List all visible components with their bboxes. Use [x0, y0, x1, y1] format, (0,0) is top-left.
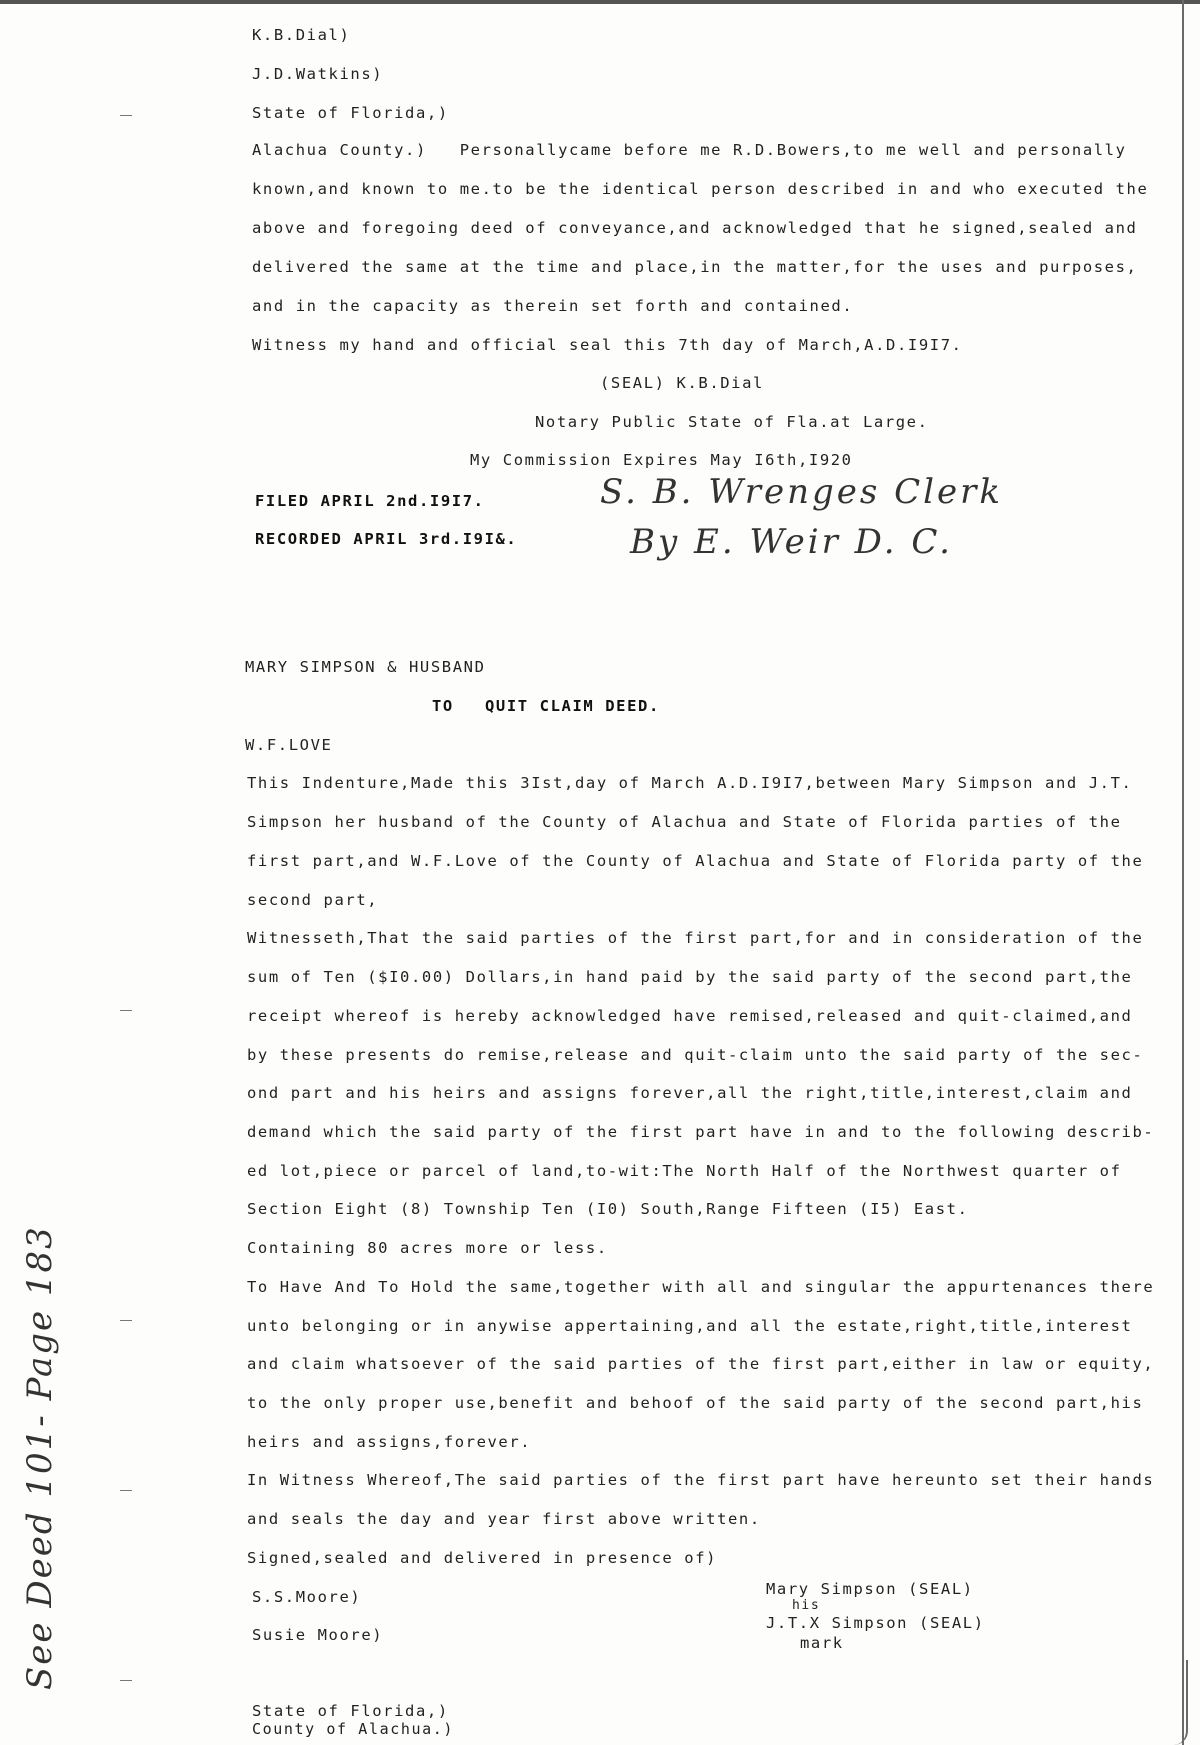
deed-line-20: and seals the day and year first above written.	[247, 1510, 761, 1528]
ack-line-1: Alachua County.) Personallycame before me R.D.Bowers,to me well and personally	[252, 141, 1127, 159]
seal-signature: (SEAL) K.B.Dial	[600, 374, 764, 392]
deed-line-19: In Witness Whereof,The said parties of the first part have hereunto set their hands	[247, 1471, 1155, 1489]
deed-line-14: To Have And To Hold the same,together with all and singular the appurtenances there	[247, 1278, 1155, 1296]
signer-mary-simpson: Mary Simpson (SEAL)	[766, 1580, 974, 1598]
deed-line-10: demand which the said party of the first part have in and to the following describ-	[247, 1123, 1155, 1141]
ack-line-5: and in the capacity as therein set forth and contained.	[252, 297, 854, 315]
margin-tick	[120, 1490, 132, 1491]
notary-title: Notary Public State of Fla.at Large.	[535, 413, 929, 431]
top-edge-rule	[0, 0, 1200, 4]
ack-line-6: Witness my hand and official seal this 7th day of March,A.D.I9I7.	[252, 336, 963, 354]
commission-expiry: My Commission Expires May I6th,I920	[470, 451, 853, 469]
margin-tick	[120, 115, 132, 116]
deed-line-18: heirs and assigns,forever.	[247, 1433, 532, 1451]
ack-line-3: above and foregoing deed of conveyance,and acknowledged that he signed,sealed and	[252, 219, 1138, 237]
deed-line-1: This Indenture,Made this 3Ist,day of March A.D.I9I7,between Mary Simpson and J.T.	[247, 774, 1133, 792]
mark-label: mark	[800, 1634, 844, 1652]
deed-line-13: Containing 80 acres more or less.	[247, 1239, 608, 1257]
deputy-clerk-signature: By E. Weir D. C.	[630, 522, 953, 562]
witness-susie-moore: Susie Moore)	[252, 1626, 384, 1644]
recorded-date: RECORDED APRIL 3rd.I9I&.	[255, 530, 518, 548]
margin-tick	[120, 1320, 132, 1321]
deed-line-12: Section Eight (8) Township Ten (I0) South,Range Fifteen (I5) East.	[247, 1200, 969, 1218]
margin-tick	[120, 1010, 132, 1011]
deed-line-5: Witnesseth,That the said parties of the first part,for and in consideration of the	[247, 929, 1144, 947]
deed-line-16: and claim whatsoever of the said parties of the first part,either in law or equity,	[247, 1355, 1155, 1373]
ack-line-4: delivered the same at the time and place,in the matter,for the uses and purposes,	[252, 258, 1138, 276]
deed-to: TO	[432, 697, 454, 715]
margin-tick	[120, 1680, 132, 1681]
margin-handwritten-note: See Deed 101- Page 183	[20, 1225, 60, 1690]
deed-line-21: Signed,sealed and delivered in presence of)	[247, 1549, 718, 1567]
deed-line-11: ed lot,piece or parcel of land,to-wit:The North Half of the Northwest quarter of	[247, 1162, 1122, 1180]
footer-county: County of Alachua.)	[252, 1720, 454, 1738]
signer-jt-simpson: J.T.X Simpson (SEAL)	[766, 1614, 985, 1632]
deed-line-15: unto belonging or in anywise appertaining,and all the estate,right,title,interest	[247, 1317, 1133, 1335]
deed-line-9: ond part and his heirs and assigns forever,all the right,title,interest,claim and	[247, 1084, 1133, 1102]
deed-line-17: to the only proper use,benefit and behoof of the said party of the second part,his	[247, 1394, 1144, 1412]
deed-title: QUIT CLAIM DEED.	[485, 697, 660, 715]
filed-date: FILED APRIL 2nd.I9I7.	[255, 492, 485, 510]
deed-grantee: W.F.LOVE	[245, 736, 333, 754]
witness-jd-watkins: J.D.Watkins)	[252, 65, 384, 83]
deed-line-6: sum of Ten ($I0.00) Dollars,in hand paid by the said party of the second part,the	[247, 968, 1133, 986]
deed-line-3: first part,and W.F.Love of the County of Alachua and State of Florida party of the	[247, 852, 1144, 870]
deed-line-8: by these presents do remise,release and quit-claim unto the said party of the sec-	[247, 1046, 1144, 1064]
right-edge-rule	[1182, 0, 1184, 1745]
ack-line-2: known,and known to me.to be the identical person described in and who executed the	[252, 180, 1149, 198]
state-line: State of Florida,)	[252, 104, 449, 122]
deed-parties: MARY SIMPSON & HUSBAND	[245, 658, 486, 676]
deed-line-7: receipt whereof is hereby acknowledged have remised,released and quit-claimed,and	[247, 1007, 1133, 1025]
page-corner-curve	[1172, 1660, 1188, 1745]
witness-kb-dial: K.B.Dial)	[252, 26, 351, 44]
deed-line-4: second part,	[247, 891, 379, 909]
clerk-signature: S. B. Wrenges Clerk	[600, 472, 1003, 512]
deed-line-2: Simpson her husband of the County of Alachua and State of Florida parties of the	[247, 813, 1122, 831]
footer-state: State of Florida,)	[252, 1702, 449, 1720]
witness-ss-moore: S.S.Moore)	[252, 1588, 362, 1606]
his-label: his	[792, 1598, 821, 1613]
